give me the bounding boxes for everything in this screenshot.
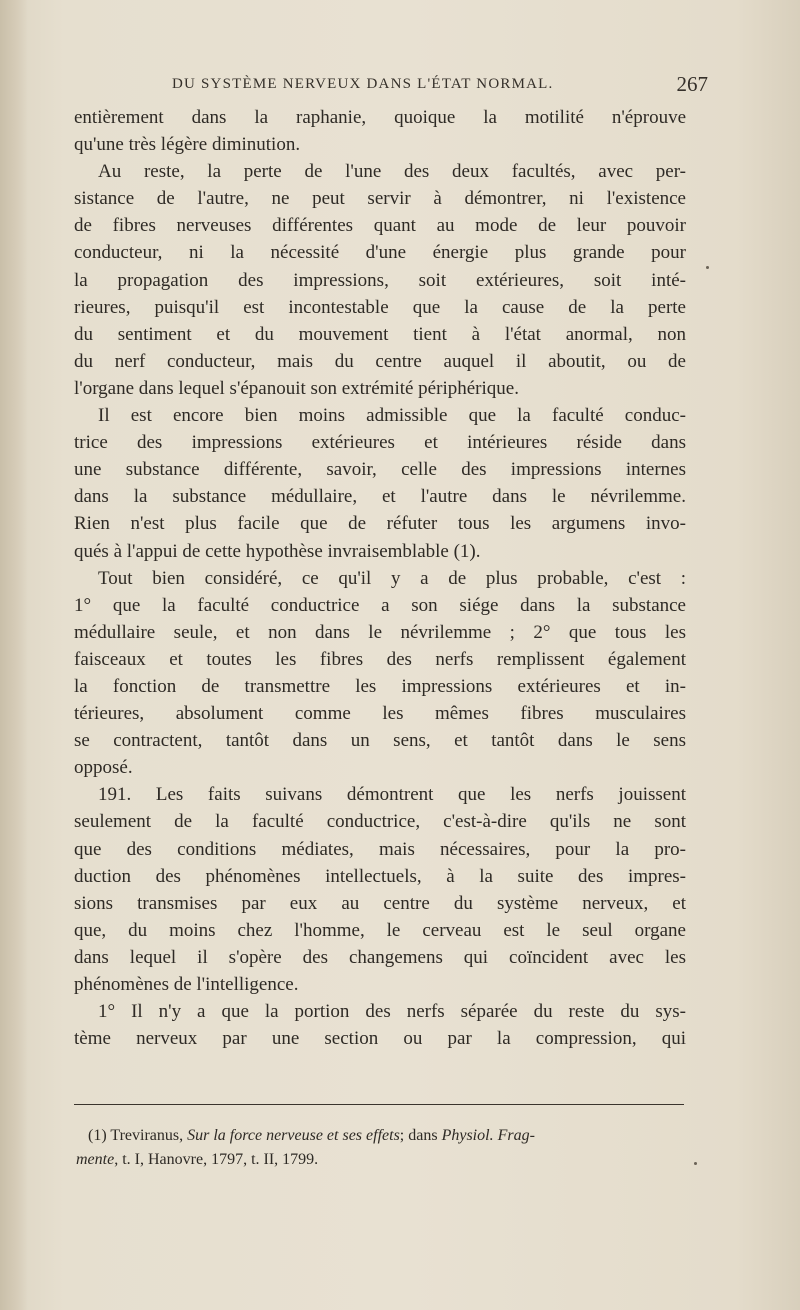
- text-line: sions transmises par eux au centre du système nerveux, et: [74, 892, 686, 914]
- footnote-source: mente: [76, 1151, 115, 1168]
- footnote-title: Sur la force nerveuse et ses effets: [187, 1127, 400, 1144]
- text-line: de fibres nerveuses différentes quant au mode de leur pouvoir: [74, 215, 686, 237]
- text-line: qu'une très légère diminution.: [74, 134, 301, 156]
- text-line: 191. Les faits suivans démontrent que les nerfs jouissent: [98, 784, 686, 806]
- text-line: du sentiment et du mouvement tient à l'état anormal, non: [74, 323, 686, 345]
- text-line: la fonction de transmettre les impressions extérieures et in-: [74, 675, 686, 697]
- text-line: médullaire seule, et non dans le névrilemme ; 2° que tous les: [74, 621, 686, 643]
- page-header: [152, 72, 708, 102]
- footnote-source: Physiol. Frag-: [441, 1127, 535, 1144]
- footnote-text: , t. I, Hanovre, 1797, t. II, 1799.: [114, 1151, 319, 1168]
- text-line: se contractent, tantôt dans un sens, et tantôt dans le sens: [74, 730, 686, 752]
- text-line: tème nerveux par une section ou par la compression, qui: [74, 1028, 686, 1050]
- page-number: 267: [676, 72, 708, 96]
- body-text: [74, 104, 686, 1052]
- text-line: l'organe dans lequel s'épanouit son extrémité périphérique.: [74, 377, 519, 399]
- text-line: 1° Il n'y a que la portion des nerfs séparée du reste du sys-: [98, 1001, 686, 1023]
- text-line: que des conditions médiates, mais nécessaires, pour la pro-: [74, 838, 686, 860]
- text-line: entièrement dans la raphanie, quoique la motilité n'éprouve: [74, 107, 686, 128]
- text-line: une substance différente, savoir, celle des impressions internes: [74, 459, 686, 481]
- text-line: térieures, absolument comme les mêmes fibres musculaires: [74, 703, 686, 725]
- text-line: la propagation des impressions, soit extérieures, soit inté-: [74, 269, 686, 291]
- text-line: Au reste, la perte de l'une des deux facultés, avec per-: [98, 161, 686, 183]
- text-line: faisceaux et toutes les fibres des nerfs remplissent également: [74, 648, 686, 670]
- footnote-text: ; dans: [399, 1127, 442, 1144]
- paper-speck: [706, 266, 709, 269]
- text-line: opposé.: [74, 757, 133, 779]
- text-line: que, du moins chez l'homme, le cerveau est le seul organe: [74, 919, 686, 941]
- running-head: DU SYSTÈME NERVEUX DANS L'ÉTAT NORMAL.: [172, 76, 554, 92]
- text-line: dans lequel il s'opère des changemens qui coïncident avec les: [74, 946, 686, 968]
- footnote: [76, 1124, 686, 1172]
- text-line: trice des impressions extérieures et intérieures réside dans: [74, 432, 686, 454]
- text-line: Tout bien considéré, ce qu'il y a de plus probable, c'est :: [98, 567, 686, 589]
- footnote-line: [76, 1148, 686, 1172]
- paper-speck: [694, 1162, 697, 1165]
- page-gutter-shadow: [0, 0, 28, 1310]
- text-line: Rien n'est plus facile que de réfuter tous les argumens invo-: [74, 513, 686, 535]
- text-line: Il est encore bien moins admissible que la faculté conduc-: [98, 405, 686, 427]
- text-line: dans la substance médullaire, et l'autre dans le névrilemme.: [74, 486, 686, 508]
- text-line: 1° que la faculté conductrice a son siége dans la substance: [74, 594, 686, 616]
- text-line: rieures, puisqu'il est incontestable que la cause de la perte: [74, 296, 686, 318]
- text-line: sistance de l'autre, ne peut servir à démontrer, ni l'existence: [74, 188, 686, 210]
- footnote-rule: [74, 1104, 684, 1105]
- text-line: seulement de la faculté conductrice, c'est-à-dire qu'ils ne sont: [74, 811, 686, 833]
- text-line: phénomènes de l'intelligence.: [74, 974, 299, 995]
- text-line: du nerf conducteur, mais du centre auquel il aboutit, ou de: [74, 350, 686, 372]
- text-line: conducteur, ni la nécessité d'une énergie plus grande pour: [74, 242, 686, 264]
- text-line: duction des phénomènes intellectuels, à la suite des impres-: [74, 865, 686, 887]
- text-line: qués à l'appui de cette hypothèse invraisemblable (1).: [74, 540, 481, 562]
- footnote-text: (1) Treviranus,: [88, 1127, 188, 1144]
- footnote-line: [76, 1124, 686, 1148]
